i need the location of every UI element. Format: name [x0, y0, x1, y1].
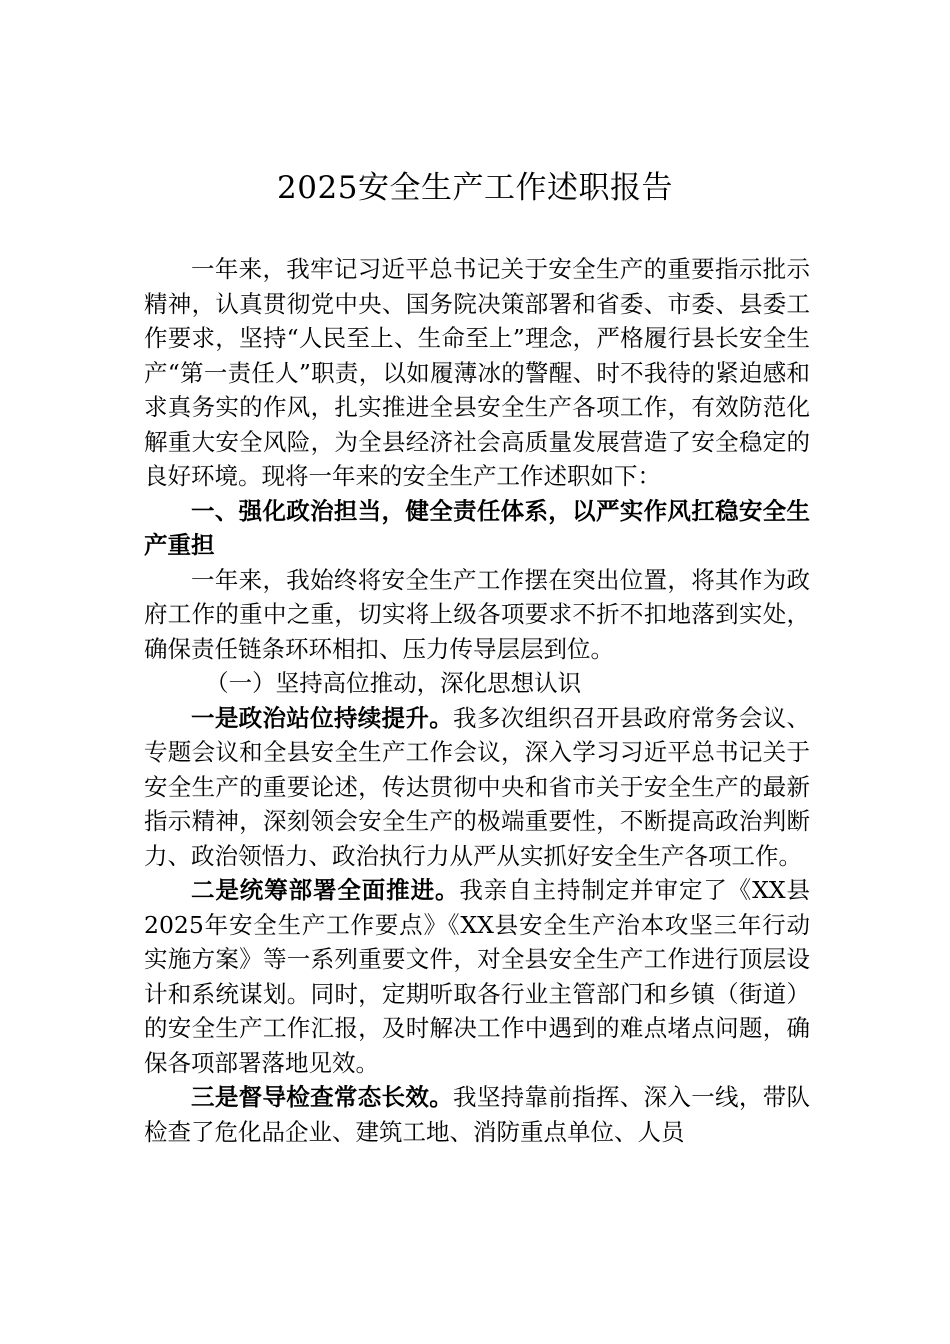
section-intro-paragraph	[144, 563, 810, 667]
point-paragraph	[144, 701, 810, 874]
paragraph-text: 我多次组织召开县政府常务会议、专题会议和全县安全生产工作会议，深入学习习近平总书记关于安全生产的重要论述，传达贯彻中央和省市关于安全生产的最新指示精神，深刻领会安全生产的极端重要性，不断提高政治判断力、政治领悟力、政治执行力从严从实抓好安全生产各项工作。	[144, 703, 811, 870]
point-paragraph	[144, 1080, 810, 1149]
subsection-heading	[144, 666, 810, 701]
point-paragraph	[144, 873, 810, 1080]
document-body	[144, 252, 810, 1149]
paragraph-text: 我亲自主持制定并审定了《XX县2025年安全生产工作要点》《XX县安全生产治本攻坚三年行动实施方案》等一系列重要文件，对全县安全生产工作进行顶层设计和系统谋划。同时，定期听取各行业主管部门和乡镇（街道）的安全生产工作汇报，及时解决工作中遇到的难点堵点问题，确保各项部署落地见效。	[144, 876, 810, 1077]
section-heading	[144, 494, 810, 563]
document-title: 2025安全生产工作述职报告	[277, 170, 673, 206]
point-lead: 三是督导检查常态长效。	[191, 1083, 454, 1111]
point-lead: 一是政治站位持续提升。	[191, 703, 454, 732]
intro-paragraph	[144, 252, 810, 494]
paragraph-text: 我坚持靠前指挥、深入一线，带队检查了危化品企业、建筑工地、消防重点单位、人员	[144, 1083, 811, 1146]
paragraph-text: 一年来，我始终将安全生产工作摆在突出位置，将其作为政府工作的重中之重，切实将上级各项要求不折不扣地落到实处，确保责任链条环环相扣、压力传导层层到位。	[144, 565, 810, 663]
paragraph-text: 一年来，我牢记习近平总书记关于安全生产的重要指示批示精神，认真贯彻党中央、国务院决策部署和省委、市委、县委工作要求，坚持“人民至上、生命至上”理念，严格履行县长安全生产“第一责任人”职责，以如履薄冰的警醒、时不我待的紧迫感和求真务实的作风，扎实推进全县安全生产各项工作，有效防范化解重大安全风险，为全县经济社会高质量发展营造了安全稳定的良好环境。现将一年来的安全生产工作述职如下：	[144, 255, 810, 490]
point-lead: 二是统筹部署全面推进。	[191, 876, 460, 904]
section-heading-text: 一、强化政治担当，健全责任体系，以严实作风扛稳安全生产重担	[144, 496, 810, 559]
subsection-heading-text: （一）坚持高位推动，深化思想认识	[205, 669, 582, 697]
